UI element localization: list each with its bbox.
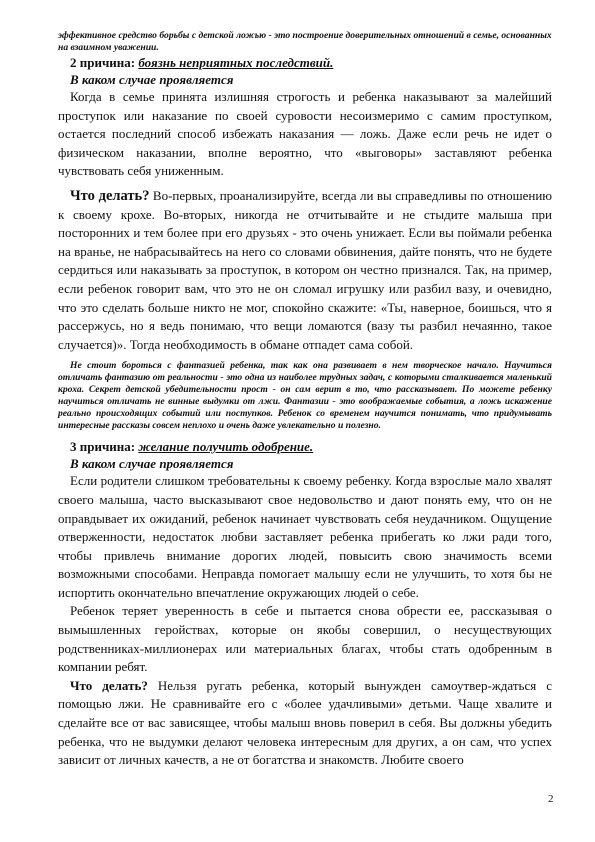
reason-2-title: боязнь неприятных последствий. [138, 55, 334, 70]
page-number: 2 [548, 793, 554, 805]
fantasy-note: Не стоит бороться с фантазией ребенка, так как она развивает в нем творческое начало. Научиться отличать фантазию от реальности - это одна из наиболее трудных задач, с которыми сталкивается маленький кроха. Секрет детской убедительности прост - он сам верит в то, что рассказывает. По можете ребенку научиться отличать не винные выдумки от лжи. Фантазии - это воображаемые события, а ложь искажение реально происходящих событий или поступков. Ребенок со временем научится понимать, что придумывать интересные рассказы совсем неплохо и очень даже увлекательно и полезно. [58, 360, 552, 432]
when-label-1: В каком случае проявляется [70, 72, 234, 87]
when-label-2: В каком случае проявляется [70, 456, 234, 472]
paragraph-5 [58, 677, 552, 770]
what-to-do-label-2: Что делать? [70, 677, 148, 693]
paragraph-5-text: Нельзя ругать ребенка, который вынужден самоутвер-ждаться с помощью лжи. Не сравнивайте его с «более удачливыми» детьми. Чаще хвалите и сделайте все от вас зависящее, чтобы малыш вновь поверил в себя. Вы должны убедить ребенка, что не выдумки делают человека интересным для других, а он сам, что успех зависит от личных качеств, а не от богатства и знакомств. Любите своего [58, 677, 552, 768]
paragraph-2 [58, 187, 552, 354]
reason-2-heading [58, 54, 552, 71]
paragraph-1: Когда в семье принята излишняя строгость и ребенка наказывают за малейший проступок или наказание по своей суровости несоизмеримо с самим проступком, остается последний способ избежать наказания — ложь. Даже если речь не идет о физическом наказании, вполне вероятно, что «выговоры» заставляют ребенка чувствовать себя униженным. [58, 89, 552, 179]
paragraph-3: Если родители слишком требовательны к своему ребенку. Когда взрослые мало хвалят своего малыша, часто высказывают свое недовольство и дают понять ему, что он не оправдывает их ожиданий, ребенок начинает чувствовать себя неудачником. Ощущение отверженности, недостаток любви заставляет ребенка прибегать ко лжи ради того, чтобы привлечь внимание дорогих людей, повысить свою значимость всеми возможными способами. Неправда помогает малышу если не улучшить, то хотя бы не испортить окончательно впечатление окружающих людей о себе. [58, 473, 552, 600]
reason-3-label: 3 причина: [70, 439, 139, 455]
reason-2-label: 2 причина: [70, 55, 139, 70]
paragraph-4: Ребенок теряет уверенность в себе и пытается снова обрести ее, рассказывая о вымышленных геройствах, которые он якобы совершил, о несуществующих родственниках-миллионерах или материальных благах, чтобы стать одобренным в компании ребят. [58, 603, 552, 675]
paragraph-2-text: Во-первых, проанализируйте, всегда ли вы справедливы по отношению к своему крохе. Во-вторых, никогда не отчитывайте и не стыдите малыша при посторонних и тем более при его друзьях - это очень унижает. Если вы поймали ребенка на вранье, не набрасывайтесь на него со словами обвинения, дайте понять, что не будете сердиться или наказывать за проступок, в котором он честно признался. Так, на пример, если ребенок говорит вам, что это не он сломал игрушку или разбил вазу, и очевидно, что это сделать больше никто не мог, спокойно скажите: «Ты, наверное, боишься, что я рассержусь, но я ведь понимаю, что вещи ломаются (вазу ты разбил нечаянно, такое случается)». Тогда необходимость в обмане отпадет сама собой. [58, 187, 552, 352]
reason-3-heading [58, 438, 552, 455]
what-to-do-label: Что делать? [70, 187, 150, 204]
reason-3-title: желание получить одобрение. [138, 439, 314, 455]
document-page [58, 30, 552, 770]
top-note: эффективное средство борьбы с детской ложью - это построение доверительных отношений в семье, основанных на взаимном уважении. [58, 30, 552, 53]
